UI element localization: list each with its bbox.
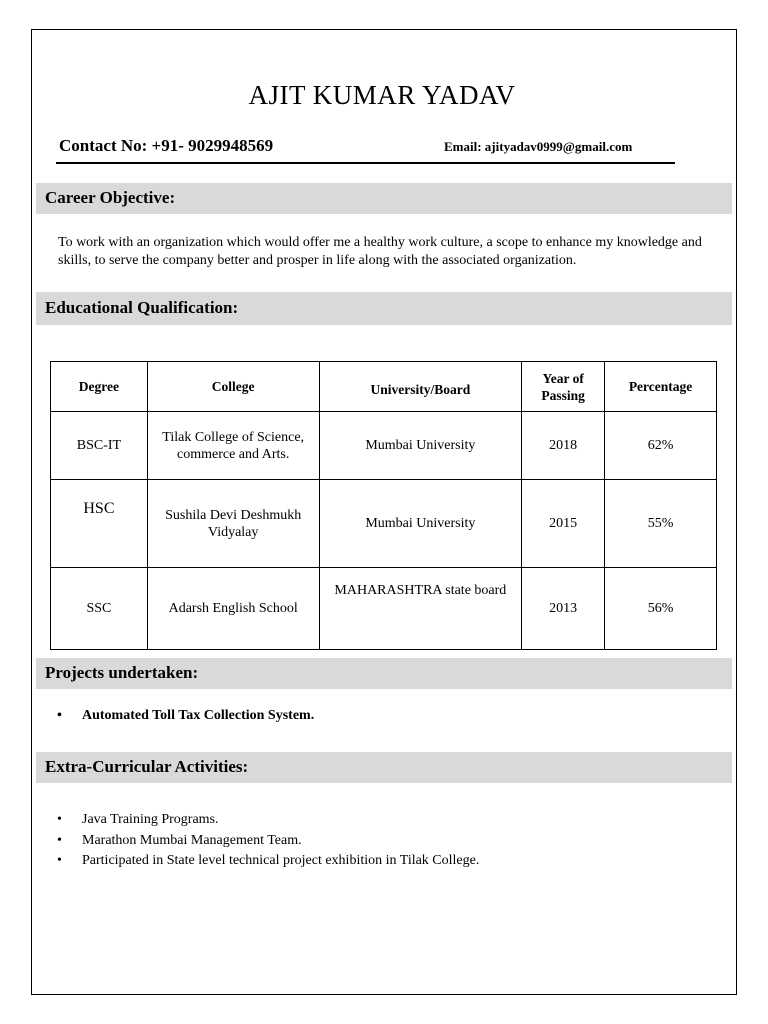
activity-text: Java Training Programs.	[82, 812, 219, 827]
contact-number: Contact No: +91- 9029948569	[59, 136, 274, 155]
header-divider	[56, 162, 675, 164]
table-cell: 62%	[605, 412, 717, 480]
list-item	[56, 851, 479, 872]
column-header: University/Board	[319, 362, 522, 412]
table-header-row	[51, 362, 717, 412]
education-heading: Educational Qualification:	[36, 292, 732, 325]
table-row	[51, 480, 717, 568]
career-objective-text: To work with an organization which would offer me a healthy work culture, a scope to enhance my knowledge and skills, to serve the company better and prosper in life along with the associated organization.	[58, 235, 702, 268]
activity-text: Participated in State level technical project exhibition in Tilak College.	[82, 853, 480, 868]
bullet-icon: •	[57, 853, 62, 868]
table-cell: MAHARASHTRA state board	[319, 568, 522, 650]
table-cell: Tilak College of Science, commerce and Arts.	[147, 412, 319, 480]
bullet-icon: •	[57, 812, 62, 827]
table-row	[51, 412, 717, 480]
candidate-name: AJIT KUMAR YADAV	[248, 80, 516, 110]
extracurricular-list	[56, 810, 479, 872]
table-cell: Adarsh English School	[147, 568, 319, 650]
email-address: Email: ajityadav0999@gmail.com	[444, 139, 633, 154]
table-cell: Mumbai University	[319, 480, 522, 568]
projects-heading: Projects undertaken:	[36, 658, 732, 689]
table-cell: BSC-IT	[51, 412, 148, 480]
list-item	[56, 831, 479, 852]
column-header: Degree	[51, 362, 148, 412]
extracurricular-heading: Extra-Curricular Activities:	[36, 752, 732, 783]
bullet-icon: •	[57, 832, 62, 848]
activity-text: Marathon Mumbai Management Team.	[82, 832, 302, 848]
bullet-icon: •	[57, 708, 62, 723]
projects-list	[56, 706, 314, 727]
column-header: Year of Passing	[522, 362, 605, 412]
list-item	[56, 810, 479, 831]
column-header: Percentage	[605, 362, 717, 412]
table-cell: HSC	[51, 480, 148, 568]
education-table	[50, 361, 717, 650]
table-cell: 2013	[522, 568, 605, 650]
list-item	[56, 706, 314, 727]
table-cell: Mumbai University	[319, 412, 522, 480]
career-objective-heading: Career Objective:	[36, 183, 732, 214]
column-header: College	[147, 362, 319, 412]
table-row	[51, 568, 717, 650]
table-cell: 55%	[605, 480, 717, 568]
table-cell: 2015	[522, 480, 605, 568]
table-cell: 2018	[522, 412, 605, 480]
table-cell: Sushila Devi Deshmukh Vidyalay	[147, 480, 319, 568]
project-title: Automated Toll Tax Collection System.	[82, 708, 315, 723]
table-cell: SSC	[51, 568, 148, 650]
table-cell: 56%	[605, 568, 717, 650]
